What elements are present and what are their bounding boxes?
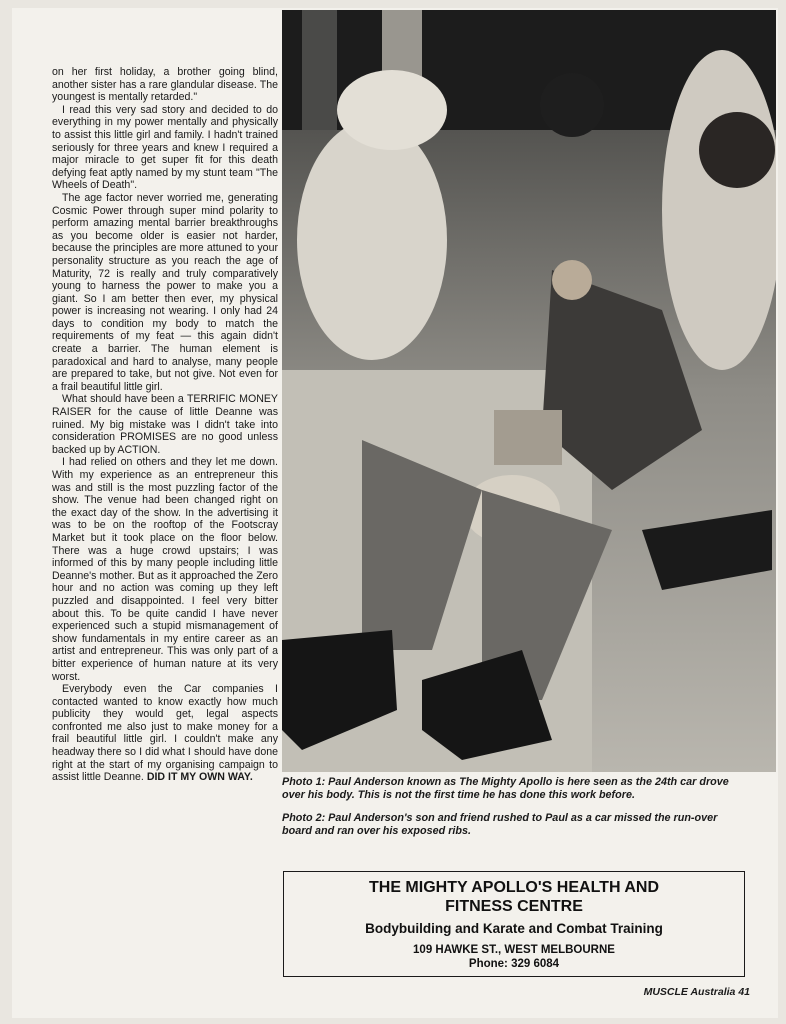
article-paragraph-last: [52, 683, 278, 784]
photo-captions: [282, 776, 748, 848]
spectator-figure: [302, 10, 337, 130]
article-paragraph-text: Everybody even the Car companies I contacted wanted to know exactly how much publicity they would get, legal aspects confronted me also just to make money for a frail beautiful little girl. I couldn't make any headway there so I did what I should have done right at the start of my organising campaign to assist little Deanne.: [52, 683, 278, 784]
ad-title: [284, 878, 744, 916]
ad-subtitle: Bodybuilding and Karate and Combat Training: [365, 921, 663, 936]
page-footer: [630, 986, 750, 998]
board-block: [494, 410, 562, 465]
advertisement-box: [283, 871, 745, 977]
kneeling-man-shirt: [337, 70, 447, 150]
caption-photo-2: Photo 2: Paul Anderson's son and friend rushed to Paul as a car missed the run-over board and ran over his exposed ribs.: [282, 812, 718, 837]
caption-photo-1: Photo 1: Paul Anderson known as The Mighty Apollo is here seen as the 24th car drove over his body. This is not the first time he has done this work before.: [282, 776, 729, 801]
ad-address: 109 HAWKE ST., WEST MELBOURNE: [413, 944, 615, 956]
article-paragraph: on her first holiday, a brother going blind, another sister has a rare glandular disease. The youngest is mentally retarded.": [52, 66, 278, 104]
footer-page-number: 41: [738, 986, 750, 998]
article-paragraph: The age factor never worried me, generating Cosmic Power through super mind polarity to perform amazing mental barrier breakthroughs as you become older is easier not harder, because the principles are more attuned to your personality structure as you reach the age of Maturity, 72 is really and truly comparatively young to harness the power to make you a giant. So I am better then ever, my physical power is increasing not wearing. I only had 24 days to condition my body to match the requirements of my feat — this again didn't create a barrier. The human element is paradoxical and hard to analyse, many people are prepared to take, but not give. Not even for a frail beautiful little girl.: [52, 191, 278, 393]
kneeling-man-left: [297, 120, 447, 360]
kneeling-man-right-head: [699, 112, 775, 188]
kneeling-man-head: [540, 73, 604, 137]
ad-title-line-2: FITNESS CENTRE: [445, 898, 583, 915]
article-paragraph: I read this very sad story and decided to do everything in my power mentally and physically to assist this little girl and family. I hadn't trained seriously for three years and knew I required a major miracle to get super fit for this death defying feat aptly named by my stunt team "The Wheels of Death".: [52, 103, 278, 192]
article-paragraph: I had relied on others and they let me down. With my experience as an entrepreneur this was and still is the most puzzling factor of the show. The venue had been changed right on the exact day of the show. In the advertising it was to be on the rooftop of the Footscray Market but it took place on the floor below. There was a huge crowd upstairs; I was informed of this by many people including little Deanne's mother. But as it approached the Zero hour and no action was coming up they left puzzled and disappointed. I feel very bitter about this. To be quite candid I have never experienced such a stupid mismanagement of show fundamentals in my entire career as an artist and entrepreneur. This was only part of a bitter experience of human nature at its very worst.: [52, 456, 278, 683]
article-column: [52, 66, 278, 784]
photo-illustration: [282, 10, 776, 772]
news-photo: [282, 10, 776, 772]
ad-phone: Phone: 329 6084: [468, 958, 560, 970]
ad-contact: [284, 943, 744, 971]
ad-title-line-1: THE MIGHTY APOLLO'S HEALTH AND: [368, 879, 660, 896]
lying-man-head: [552, 260, 592, 300]
article-paragraph: What should have been a TERRIFIC MONEY RAISER for the cause of little Deanne was ruined. My big mistake was I didn't take into consideration PROMISES are no good unless backed up by ACTION.: [52, 393, 278, 456]
article-closing-bold: DID IT MY OWN WAY.: [146, 771, 253, 784]
footer-magazine-name: MUSCLE Australia: [643, 986, 736, 998]
